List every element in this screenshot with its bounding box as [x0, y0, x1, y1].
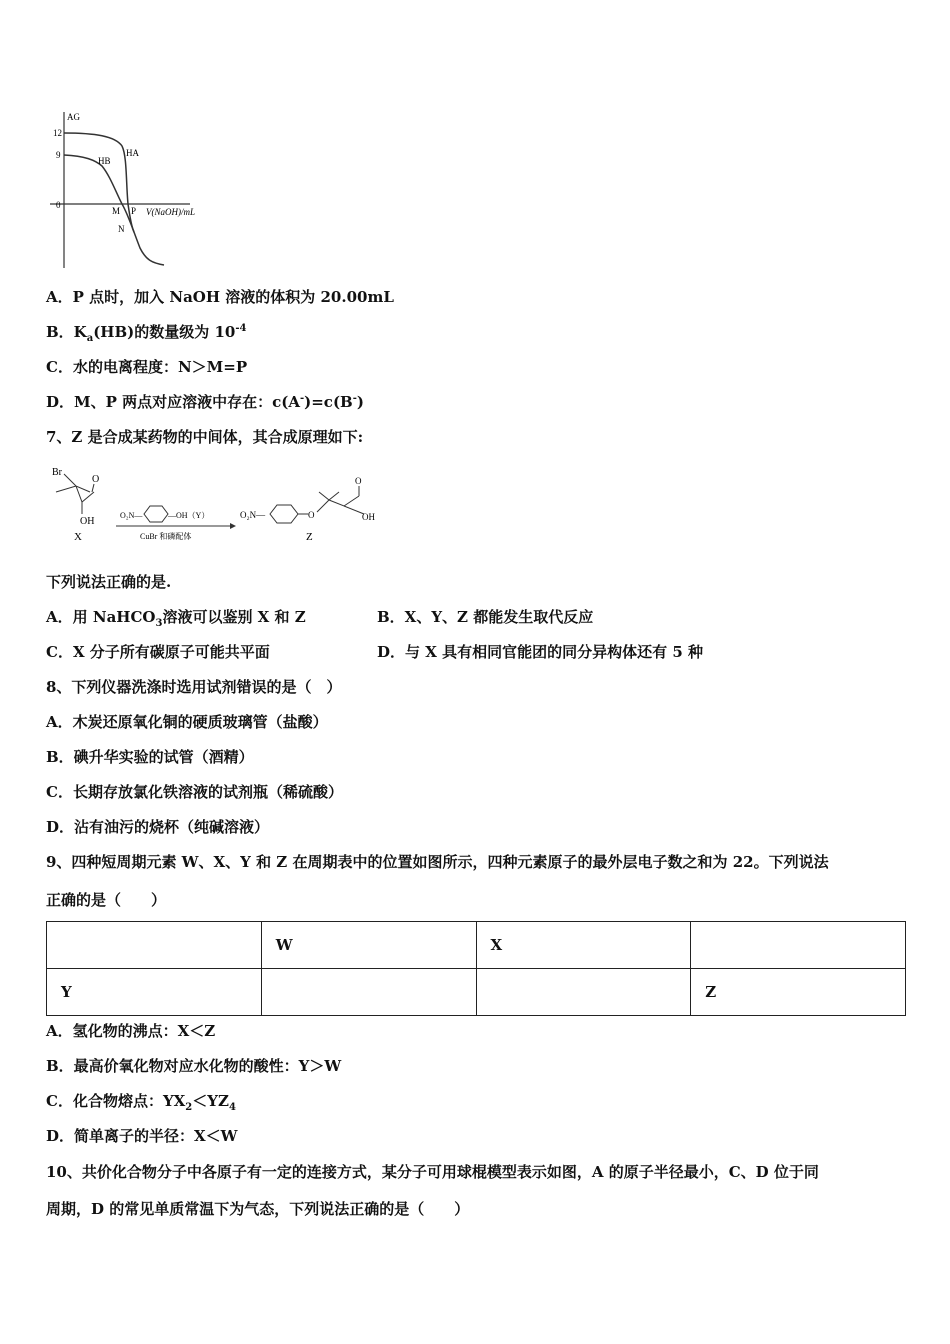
catalyst-label: CuBr 和磷配体: [140, 532, 192, 541]
q8-option-c: C．长期存放氯化铁溶液的试剂瓶（稀硫酸）: [46, 783, 343, 801]
q8-stem: 8、下列仪器洗涤时选用试剂错误的是（ ）: [46, 678, 342, 696]
q9-option-a: A．氢化物的沸点：X＜Z: [46, 1022, 216, 1040]
q10-stem-line1: 10、共价化合物分子中各原子有一定的连接方式，某分子可用球棍模型表示如图，A 的原子半径最小，C、D 位于同: [46, 1163, 819, 1181]
y-reagent-no2: O₂N—: [120, 511, 143, 520]
table-row: [47, 922, 906, 969]
label-m: M: [112, 206, 121, 216]
table-cell: [691, 922, 906, 969]
curve-ha: [64, 133, 137, 232]
label-n: N: [118, 224, 125, 234]
z-o-label: O: [355, 476, 362, 486]
table-cell: [476, 969, 691, 1016]
label-hb: HB: [98, 156, 111, 166]
y-benzene-ring: [144, 506, 168, 522]
q8-option-d: D．沾有油污的烧杯（纯碱溶液）: [46, 818, 270, 836]
periodic-table-fragment: [46, 921, 906, 1016]
q7-prompt: 下列说法正确的是.: [46, 573, 172, 591]
q9-stem-line1: 9、四种短周期元素 W、X、Y 和 Z 在周期表中的位置如图所示，四种元素原子的最外层电子数之和为 22。下列说法: [46, 853, 829, 871]
z-compound-label: Z: [306, 531, 313, 543]
table-cell: X: [476, 922, 691, 969]
q6-option-c: C．水的电离程度：N＞M=P: [46, 358, 248, 376]
y-reagent-oh: —OH（Y）: [168, 511, 210, 520]
q10-stem-line2: 周期，D 的常见单质常温下为气态，下列说法正确的是（ ）: [46, 1200, 470, 1218]
q8-option-a: A．木炭还原氧化铜的硬质玻璃管（盐酸）: [46, 713, 328, 731]
x-axis-label: V(NaOH)/mL: [146, 207, 195, 217]
y-axis-label: AG: [67, 112, 80, 122]
table-cell: [47, 922, 262, 969]
table-cell: [261, 969, 476, 1016]
q6-option-b: B．$K_a(HB)$的数量级为 $10^{-4}$: [46, 323, 247, 344]
z-no2-label: O₂N—: [240, 510, 266, 520]
table-row: [47, 969, 906, 1016]
arrow-head-icon: [230, 523, 236, 529]
q7-option-b: B．X、Y、Z 都能发生取代反应: [377, 608, 594, 626]
q7-option-c: C．X 分子所有碳原子可能共平面: [46, 643, 270, 661]
z-oh-label: OH: [362, 512, 375, 522]
z-benzene-ring: [270, 505, 298, 523]
q9-option-b: B．最高价氧化物对应水化物的酸性：Y＞W: [46, 1057, 342, 1075]
q9-option-c: C．化合物熔点：$YX_2<YZ_4$: [46, 1092, 236, 1113]
titration-graph: [40, 108, 220, 270]
table-cell: W: [261, 922, 476, 969]
x-compound-label: X: [74, 531, 82, 543]
table-cell: Y: [47, 969, 262, 1016]
label-ha: HA: [126, 148, 139, 158]
table-cell: Z: [691, 969, 906, 1016]
q9-option-d: D．简单离子的半径：X＜W: [46, 1127, 238, 1145]
q6-option-d: D．M、P 两点对应溶液中存在：c(A-)=c(B-): [46, 393, 364, 411]
tick-9: 9: [56, 150, 61, 160]
x-oh-label: OH: [80, 516, 95, 527]
x-o-label: O: [92, 474, 100, 485]
x-skeleton: [56, 474, 94, 514]
z-skeleton: [317, 486, 364, 514]
q7-option-d: D．与 X 具有相同官能团的同分异构体还有 5 种: [377, 643, 703, 661]
label-p: P: [131, 206, 137, 216]
q7-stem: 7、Z 是合成某药物的中间体，其合成原理如下:: [46, 428, 364, 446]
x-br-label: Br: [52, 467, 62, 478]
tick-12: 12: [53, 128, 62, 138]
synthesis-scheme: [44, 462, 394, 544]
q6-option-a: A．P 点时，加入 NaOH 溶液的体积为 20.00mL: [46, 288, 394, 306]
q9-stem-line2: 正确的是（ ）: [46, 891, 167, 909]
z-o-link-label: O: [308, 510, 315, 520]
tick-0: 0: [56, 200, 61, 210]
q7-option-a: A．用 NaHCO$_3$溶液可以鉴别 X 和 Z: [46, 608, 306, 629]
q8-option-b: B．碘升华实验的试管（酒精）: [46, 748, 254, 766]
